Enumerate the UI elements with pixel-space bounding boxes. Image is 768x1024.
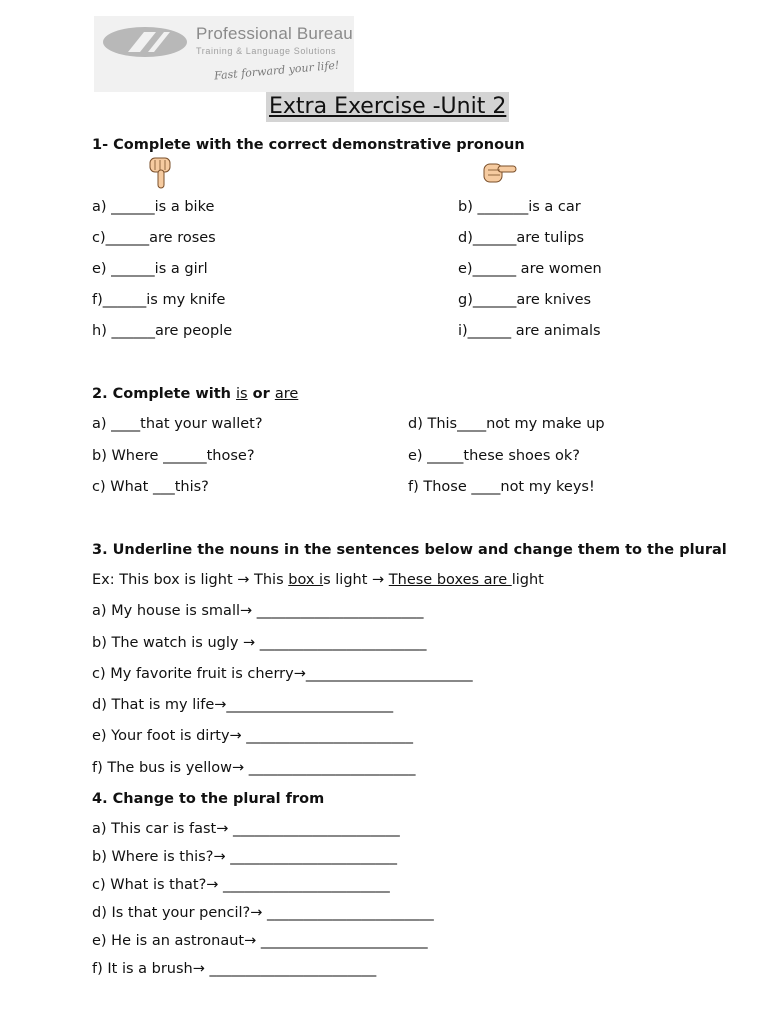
s1-item-a: a) ______is a bike bbox=[92, 199, 215, 215]
page-title: Extra Exercise -Unit 2 bbox=[266, 92, 509, 122]
section2-heading-prefix: 2. Complete with bbox=[92, 386, 237, 402]
s3-example-part3: s light → bbox=[323, 572, 389, 588]
s2-item-c: c) What ___this? bbox=[92, 479, 209, 495]
s3-example-noun: box i bbox=[288, 572, 324, 588]
section2-heading bbox=[92, 385, 298, 403]
s3-example bbox=[92, 571, 544, 589]
s1-item-i: i)______ are animals bbox=[458, 323, 601, 339]
pointing-down-hand-icon bbox=[146, 156, 176, 192]
logo-tagline: Training & Language Solutions bbox=[196, 46, 337, 56]
section3-heading: 3. Underline the nouns in the sentences below and change them to the plural bbox=[92, 542, 727, 558]
s2-item-a: a) ____that your wallet? bbox=[92, 416, 263, 432]
s3-item-a: a) My house is small→ _______________________ bbox=[92, 603, 424, 619]
s2-item-d: d) This____not my make up bbox=[408, 416, 605, 432]
company-logo bbox=[94, 16, 354, 92]
s4-item-b: b) Where is this?→ _______________________ bbox=[92, 849, 397, 865]
s1-item-e: e) ______is a girl bbox=[92, 261, 208, 277]
section2-heading-or: or bbox=[247, 386, 275, 402]
s1-item-d: d)______are tulips bbox=[458, 230, 585, 246]
pointing-right-hand-icon bbox=[482, 158, 518, 186]
section1-heading: 1- Complete with the correct demonstrative pronoun bbox=[92, 137, 525, 153]
s3-item-b: b) The watch is ugly → _______________________ bbox=[92, 635, 427, 651]
s3-example-plural: These boxes are bbox=[388, 572, 512, 588]
s3-item-c: c) My favorite fruit is cherry→_______________________ bbox=[92, 666, 473, 682]
s4-item-e: e) He is an astronaut→ _______________________ bbox=[92, 933, 428, 949]
s4-item-d: d) Is that your pencil?→ _______________________ bbox=[92, 905, 434, 921]
s3-example-part5: light bbox=[511, 572, 544, 588]
logo-name: Professional Bureau bbox=[196, 24, 353, 43]
logo-mark-icon bbox=[100, 24, 190, 60]
s3-item-f: f) The bus is yellow→ _______________________ bbox=[92, 760, 416, 776]
section2-heading-is: is bbox=[236, 386, 248, 402]
s4-item-f: f) It is a brush→ _______________________ bbox=[92, 961, 377, 977]
section2-heading-are: are bbox=[274, 386, 299, 402]
logo-slogan: Fast forward your life! bbox=[213, 58, 340, 83]
s1-item-c: c)______are roses bbox=[92, 230, 216, 246]
s3-item-d: d) That is my life→_______________________ bbox=[92, 697, 394, 713]
s2-item-f: f) Those ____not my keys! bbox=[408, 479, 595, 495]
s1-item-e2: e)______ are women bbox=[458, 261, 602, 277]
s1-item-g: g)______are knives bbox=[458, 292, 592, 308]
s1-item-h: h) ______are people bbox=[92, 323, 233, 339]
s2-item-e: e) _____these shoes ok? bbox=[408, 448, 580, 464]
s3-item-e: e) Your foot is dirty→ _______________________ bbox=[92, 728, 414, 744]
s2-item-b: b) Where ______those? bbox=[92, 448, 255, 464]
s4-item-c: c) What is that?→ _______________________ bbox=[92, 877, 390, 893]
s1-item-f: f)______is my knife bbox=[92, 292, 226, 308]
s1-item-b: b) _______is a car bbox=[458, 199, 581, 215]
s3-example-part1: Ex: This box is light → This bbox=[92, 572, 289, 588]
section4-heading: 4. Change to the plural from bbox=[92, 791, 325, 807]
s4-item-a: a) This car is fast→ _______________________ bbox=[92, 821, 400, 837]
